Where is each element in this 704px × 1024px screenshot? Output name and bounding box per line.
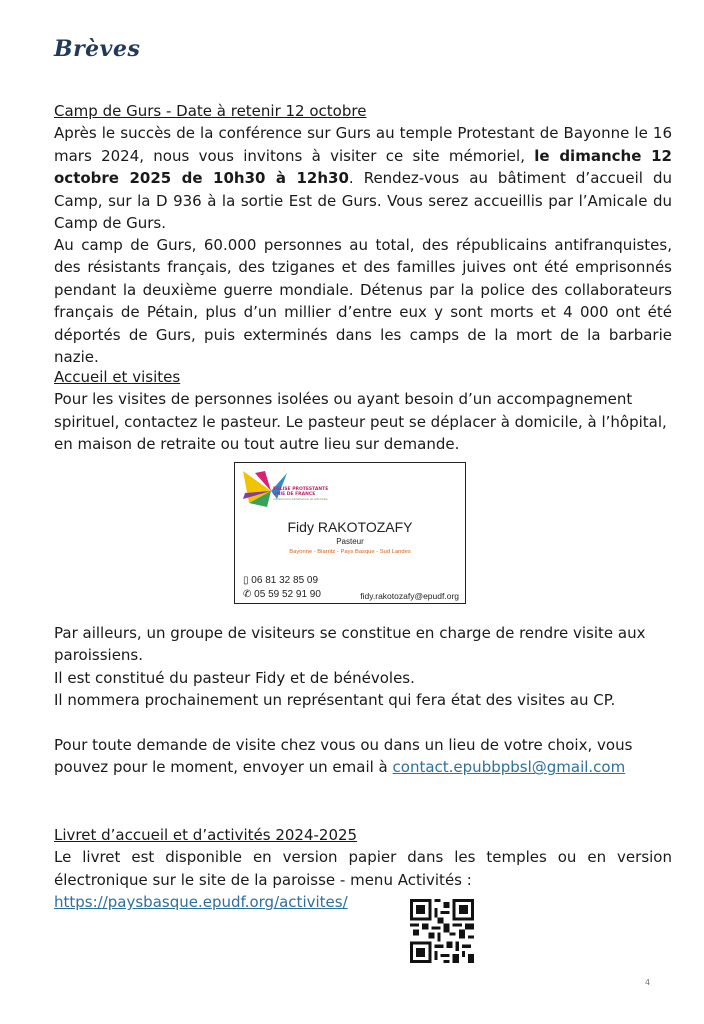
card-org: EGLISE PROTESTANTE UNIE DE FRANCE — [273, 487, 329, 497]
gurs-section — [54, 100, 672, 234]
card-mobile-number: 06 81 32 85 09 — [251, 575, 319, 586]
livret-text: Le livret est disponible en version papier dans les temples ou en version électronique sur le site de la paroisse - menu Activités : — [54, 848, 672, 889]
card-name: Fidy RAKOTOZAFY — [287, 519, 413, 535]
page-title: Brèves — [54, 36, 141, 62]
contact-paragraph — [54, 734, 672, 779]
gurs-paragraph-1 — [54, 122, 672, 234]
contact-email-link[interactable]: contact.epubbpbsl@gmail.com — [392, 758, 626, 777]
card-phone — [243, 589, 321, 600]
accueil-paragraph-1: Pour les visites de personnes isolées ou ayant besoin d’un accompagnement spirituel, contactez le pasteur. Le pasteur peut se déplacer à domicile, à l’hôpital, en maison de retraite ou tout autre lieu sur demande. — [54, 390, 667, 454]
page-number: 4 — [645, 978, 651, 987]
card-org-sub: communion luthérienne et réformée — [273, 497, 328, 501]
card-mobile — [243, 575, 318, 586]
card-phone-number: 05 59 52 91 90 — [254, 589, 321, 600]
qr-code-icon[interactable] — [410, 898, 474, 964]
gurs-date: le dimanche 12 octobre 2025 de 10h30 à 12h30 — [54, 146, 672, 188]
accueil-section — [54, 366, 672, 456]
livret-link[interactable]: https://paysbasque.epudf.org/activites/ — [54, 893, 348, 912]
gurs-heading: Camp de Gurs - Date à retenir 12 octobre — [54, 102, 367, 120]
phone-icon: ✆ — [243, 589, 252, 600]
accueil-heading: Accueil et visites — [54, 368, 181, 386]
livret-section — [54, 824, 672, 914]
visitors-section — [54, 622, 672, 712]
mobile-icon: ▯ — [243, 575, 249, 586]
accueil-paragraph-3: Il est constitué du pasteur Fidy et de bénévoles. — [54, 668, 415, 687]
contact-text: Pour toute demande de visite chez vous ou dans un lieu de votre choix, vous pouvez pour le moment, envoyer un email à — [54, 736, 633, 777]
card-email: fidy.rakotozafy@epudf.org — [360, 591, 459, 601]
card-role: Pasteur — [336, 537, 364, 546]
gurs-p1-text: Après le succès de la conférence sur Gurs au temple Protestant de Bayonne le 16 mars 2024, nous vous invitons à visiter ce site mémoriel, — [54, 124, 672, 165]
gurs-p1-text-end: . Rendez-vous au bâtiment d’accueil du Camp, sur la D 936 à la sortie Est de Gurs. Vous serez accueillis par l’Amicale du Camp de Gurs. — [54, 169, 672, 233]
accueil-paragraph-2: Par ailleurs, un groupe de visiteurs se constitue en charge de rendre visite aux paroissiens. — [54, 624, 646, 665]
livret-heading: Livret d’accueil et d’activités 2024-2025 — [54, 826, 358, 844]
card-area: Bayonne - Biarritz - Pays Basque - Sud Landes — [289, 549, 411, 555]
gurs-paragraph-2: Au camp de Gurs, 60.000 personnes au total, des républicains antifranquistes, des résistants français, des tziganes et des familles juives ont été emprisonnés pendant la deuxième guerre mondiale. Détenus par la police des collaborateurs français de Pétain, plus d’un millier d’entre eux y sont morts et 4 000 ont été déportés de Gurs, puis exterminés dans les camps de la mort de la barbarie nazie. — [54, 236, 672, 367]
accueil-paragraph-4: Il nommera prochainement un représentant qui fera état des visites au CP. — [54, 691, 616, 710]
business-card — [234, 462, 466, 604]
